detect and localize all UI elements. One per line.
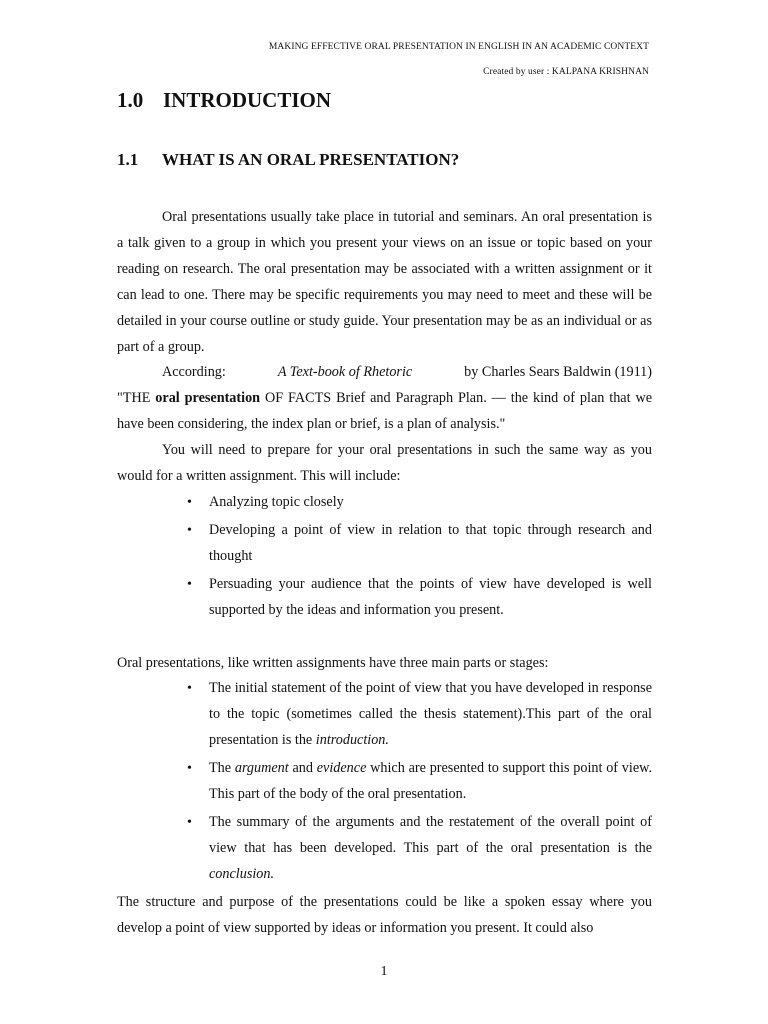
section-number: 1.0 <box>117 88 144 112</box>
list-item: • The argument and evidence which are presented to support this point of view. This part of the body of the oral presentation. <box>209 756 652 808</box>
spacer <box>117 626 652 651</box>
paragraph-stages: Oral presentations, like written assignments have three main parts or stages: <box>117 654 549 671</box>
book-title: A Text-book of Rhetoric <box>277 364 413 381</box>
book-author: by Charles Sears Baldwin (1911) <box>464 364 652 381</box>
subsection-heading <box>117 150 459 170</box>
according-label: According: <box>162 364 226 381</box>
page-number: 1 <box>380 964 388 979</box>
paragraph-preparation: You will need to prepare for your oral presentations in such the same way as you would for a written assignment. This will include: <box>117 442 652 485</box>
body-text <box>117 205 652 941</box>
bullet-icon: • <box>187 494 192 510</box>
running-header-author: Created by user : KALPANA KRISHNAN <box>483 67 649 77</box>
list-item: • The initial statement of the point of view that you have developed in response to the topic (sometimes called the thesis statement).This part of the oral presentation is the introduction. <box>209 676 652 754</box>
list-item: • Developing a point of view in relation to that topic through research and thought <box>209 518 652 570</box>
list-item: • The summary of the arguments and the restatement of the overall point of view that has been developed. This part of the oral presentation is the conclusion. <box>209 810 652 888</box>
paragraph-structure: The structure and purpose of the presentations could be like a spoken essay where you develop a point of view supported by ideas or information you present. It could also <box>117 893 652 936</box>
stages-list <box>117 676 652 887</box>
quotation-paragraph <box>117 360 652 438</box>
bullet-icon: • <box>187 814 192 830</box>
bullet-icon: • <box>187 761 192 777</box>
bullet-icon: • <box>187 522 192 538</box>
preparation-list <box>117 490 652 624</box>
paragraph-intro: Oral presentations usually take place in tutorial and seminars. An oral presentation is a talk given to a group in which you present your views on an issue or topic based on your reading on research. The oral presentation may be associated with a written assignment or it can lead to one. There may be specific requirements you may need to meet and these will be detailed in your course outline or study guide. Your presentation may be as an individual or as part of a group. <box>117 209 652 355</box>
quotation-text: "THE oral presentation OF FACTS Brief and Paragraph Plan. — the kind of plan that we have been considering, the index plan or brief, is a plan of analysis." <box>117 390 652 433</box>
list-item: • Persuading your audience that the points of view have developed is well supported by the ideas and information you present. <box>209 572 652 624</box>
quotation-citation <box>117 360 652 386</box>
running-header-title: MAKING EFFECTIVE ORAL PRESENTATION IN ENGLISH IN AN ACADEMIC CONTEXT <box>268 42 649 52</box>
list-item: • Analyzing topic closely <box>209 490 652 516</box>
subsection-title: WHAT IS AN ORAL PRESENTATION? <box>162 150 460 169</box>
subsection-number: 1.1 <box>117 150 139 169</box>
bullet-icon: • <box>187 576 192 592</box>
bullet-icon: • <box>187 681 192 697</box>
section-title: INTRODUCTION <box>163 88 332 112</box>
quotation-bold-term: oral presentation <box>155 390 261 407</box>
section-heading-introduction <box>117 88 331 113</box>
